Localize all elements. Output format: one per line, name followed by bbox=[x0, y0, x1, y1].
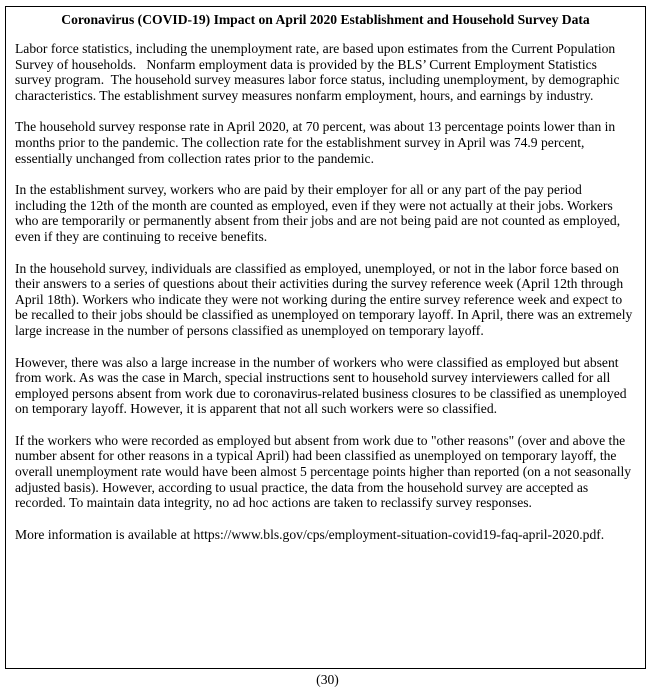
page-number: (30) bbox=[316, 672, 339, 687]
paragraph-household-survey: In the household survey, individuals are classified as employed, unemployed, or not in the labor force based on their answers to a series of questions about their activities during the survey reference week (April 12th through April 18th). Workers who indicate they were not working during the entire survey reference week and expect to be recalled to their jobs should be classified as unemployed on temporary layoff. In April, there was an extremely large increase in the number of persons classified as unemployed on temporary layoff. bbox=[15, 260, 633, 338]
paragraph-establishment-survey: In the establishment survey, workers who are paid by their employer for all or any part of the pay period including the 12th of the month are counted as employed, even if they were not actually at their jobs. Workers who are temporarily or permanently absent from their jobs and are not being paid are not counted as employed, even if they are continuing to receive benefits. bbox=[15, 182, 621, 244]
paragraph-labor-force-statistics: Labor force statistics, including the unemployment rate, are based upon estimates from the Current Population Survey of households. Nonfarm employment data is provided by the BLS’ Current Employment Statistics survey program. The household survey measures labor force status, including unemployment, by demographic characteristics. The establishment survey measures nonfarm employment, hours, and earnings by industry. bbox=[15, 41, 620, 103]
paragraph-response-rate: The household survey response rate in April 2020, at 70 percent, was about 13 percentage points lower than in months prior to the pandemic. The collection rate for the establishment survey in April was 74.9 percent, essentially unchanged from collection rates prior to the pandemic. bbox=[15, 119, 616, 166]
document-title: Coronavirus (COVID-19) Impact on April 2020 Establishment and Household Survey Data bbox=[61, 12, 590, 27]
paragraph-absent-from-work: However, there was also a large increase in the number of workers who were classified as employed but absent from work. As was the case in March, special instructions sent to household survey interviewers called for all employed persons absent from work due to coronavirus-related business closures to be classified as unemployed on temporary layoff. However, it is apparent that not all such workers were so classified. bbox=[15, 354, 627, 417]
paragraph-other-reasons: If the workers who were recorded as employed but absent from work due to "other reasons" (over and above the number absent for other reasons in a typical April) had been classified as unemployed on temporary layoff, the overall unemployment rate would have been almost 5 percentage points higher than reported (on a not seasonally adjusted basis). However, according to usual practice, the data from the household survey are accepted as recorded. To maintain data integrity, no ad hoc actions are taken to reclassify survey responses. bbox=[15, 432, 632, 511]
paragraph-more-information: More information is available at https://www.bls.gov/cps/employment-situation-covid19-faq-april-2020.pdf. bbox=[15, 526, 605, 542]
document-box bbox=[5, 6, 646, 669]
